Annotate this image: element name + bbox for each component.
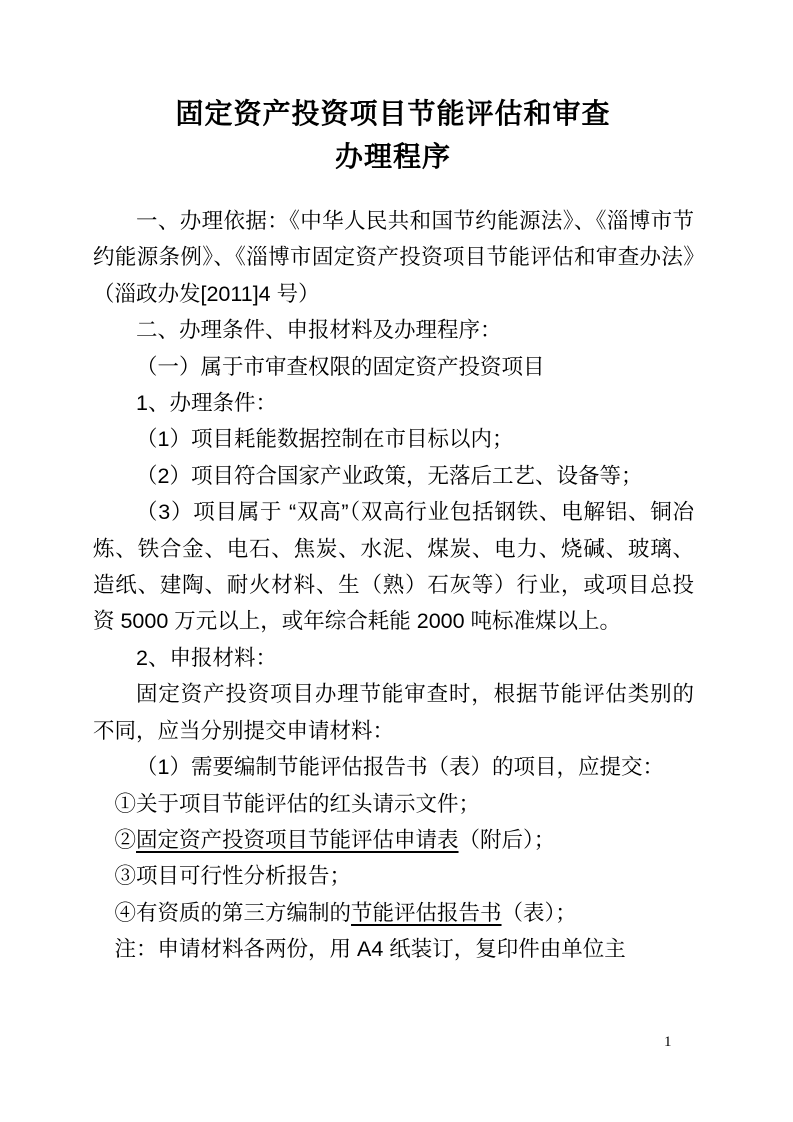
paragraph xyxy=(93,458,694,494)
paragraph xyxy=(93,421,694,457)
paragraph xyxy=(93,676,694,749)
text-run: ④有资质的第三方编制的 xyxy=(114,900,352,925)
text-run: 一、办理依据：《中华人民共和国节约能源法》、《淄博市节约能源条例》、《淄博市固定资产投资项目节能评估和审查办法》（淄政办发[2011]4 号） xyxy=(93,209,694,306)
document-title xyxy=(92,92,694,178)
paragraph xyxy=(93,895,694,931)
text-run: （一）属于市审查权限的固定资产投资项目 xyxy=(136,354,545,379)
paragraph xyxy=(93,203,694,312)
paragraph xyxy=(93,931,694,967)
text-run: （1）需要编制节能评估报告书（表）的项目，应提交： xyxy=(136,755,664,780)
paragraph xyxy=(93,349,694,385)
text-run: （2）项目符合国家产业政策，无落后工艺、设备等； xyxy=(136,463,643,488)
text-run: 2、申报材料： xyxy=(136,645,277,670)
document-body xyxy=(93,203,694,968)
text-run: 1、办理条件： xyxy=(136,391,277,416)
document-title-line1: 固定资产投资项目节能评估和审查 xyxy=(175,98,611,129)
text-run: 固定资产投资项目办理节能审查时，根据节能评估类别的不同，应当分别提交申请材料： xyxy=(93,682,694,743)
text-run: 二、办理条件、申报材料及办理程序： xyxy=(136,318,502,343)
underlined-text: 固定资产投资项目节能评估申请表 xyxy=(136,827,459,852)
paragraph xyxy=(93,494,694,640)
text-run: （3）项目属于 “双高”（双高行业包括钢铁、电解铝、铜冶炼、铁合金、电石、焦炭、水泥、煤炭、电力、烧碱、玻璃、造纸、建陶、耐火材料、生（熟）石灰等）行业，或项目总投资 5000 万元以上，或年综合耗能 2000 吨标准煤以上。 xyxy=(93,500,694,634)
text-run: （附后）； xyxy=(458,827,556,852)
paragraph xyxy=(93,858,694,894)
text-run: ③项目可行性分析报告； xyxy=(114,864,352,889)
text-run: （表）； xyxy=(501,900,577,925)
text-run: ② xyxy=(114,827,137,852)
page-number: 1 xyxy=(664,1034,672,1050)
text-run: （1）项目耗能数据控制在市目标以内； xyxy=(136,427,514,452)
text-run: 注：申请材料各两份，用 A4 纸装订，复印件由单位主 xyxy=(114,937,626,962)
underlined-text: 节能评估报告书 xyxy=(351,900,502,925)
paragraph xyxy=(93,385,694,421)
paragraph xyxy=(93,786,694,822)
document-title-line2: 办理程序 xyxy=(334,141,451,172)
paragraph xyxy=(93,749,694,785)
paragraph xyxy=(93,822,694,858)
paragraph xyxy=(93,312,694,348)
text-run: ①关于项目节能评估的红头请示文件； xyxy=(114,791,481,816)
paragraph xyxy=(93,640,694,676)
